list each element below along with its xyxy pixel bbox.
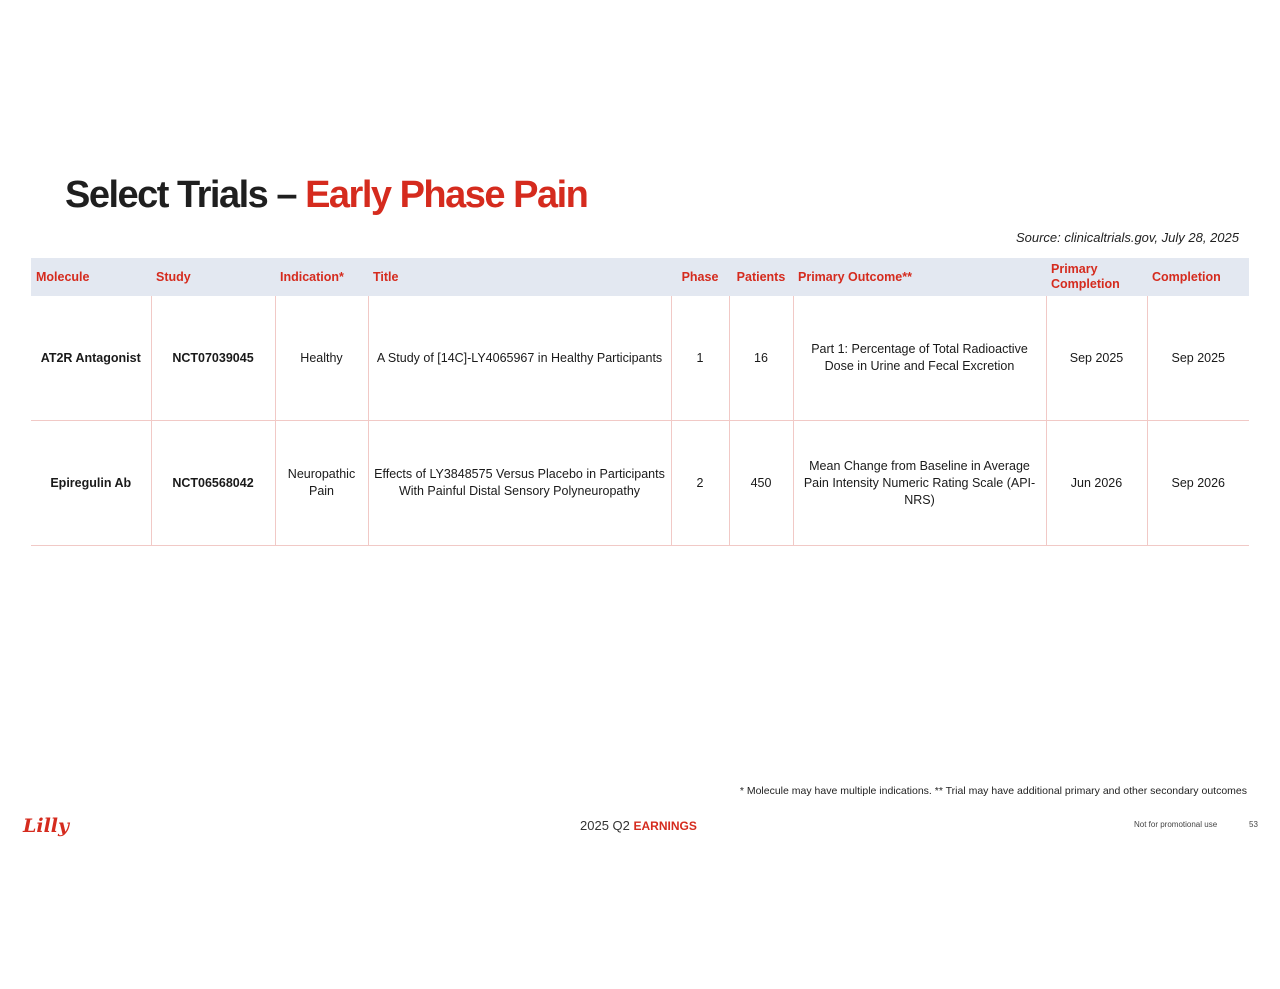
column-header-study: Study <box>151 258 275 296</box>
study-link[interactable]: NCT07039045 <box>151 296 275 421</box>
cell-phase: 2 <box>671 421 729 546</box>
table-row <box>31 421 1249 546</box>
cell-phase: 1 <box>671 296 729 421</box>
column-header-primary-outcome: Primary Outcome** <box>793 258 1046 296</box>
page-number: 53 <box>1249 820 1258 829</box>
column-header-primary-completion: Primary Completion <box>1046 258 1147 296</box>
page-title <box>65 174 587 217</box>
table-header-row <box>31 258 1249 296</box>
cell-title: A Study of [14C]-LY4065967 in Healthy Participants <box>368 296 671 421</box>
table-row <box>31 296 1249 421</box>
cell-primary-outcome: Part 1: Percentage of Total Radioactive Dose in Urine and Fecal Excretion <box>793 296 1046 421</box>
cell-indication: Neuropathic Pain <box>275 421 368 546</box>
cell-completion: Sep 2026 <box>1147 421 1249 546</box>
logo-text: Lilly <box>23 815 70 837</box>
title-highlight: Early Phase Pain <box>305 174 588 216</box>
column-header-molecule: Molecule <box>31 258 151 296</box>
study-link[interactable]: NCT06568042 <box>151 421 275 546</box>
cell-title: Effects of LY3848575 Versus Placebo in Participants With Painful Distal Sensory Polyneuropathy <box>368 421 671 546</box>
column-header-indication: Indication* <box>275 258 368 296</box>
earnings-label <box>580 818 697 833</box>
cell-indication: Healthy <box>275 296 368 421</box>
cell-patients: 450 <box>729 421 793 546</box>
cell-molecule: Epiregulin Ab <box>31 421 151 546</box>
cell-molecule: AT2R Antagonist <box>31 296 151 421</box>
cell-primary-outcome: Mean Change from Baseline in Average Pain Intensity Numeric Rating Scale (API-NRS) <box>793 421 1046 546</box>
column-header-completion: Completion <box>1147 258 1249 296</box>
column-header-phase: Phase <box>671 258 729 296</box>
cell-completion: Sep 2025 <box>1147 296 1249 421</box>
lilly-logo <box>22 810 72 840</box>
source-note: Source: clinicaltrials.gov, July 28, 2025 <box>1015 230 1239 245</box>
earnings-emphasis: EARNINGS <box>633 819 697 833</box>
promo-disclaimer: Not for promotional use <box>1134 820 1218 829</box>
column-header-patients: Patients <box>729 258 793 296</box>
cell-patients: 16 <box>729 296 793 421</box>
column-header-title: Title <box>368 258 671 296</box>
trials-table <box>31 258 1249 546</box>
title-prefix: Select Trials – <box>65 174 306 216</box>
footnote: * Molecule may have multiple indications. ** Trial may have additional primary and other secondary outcomes <box>739 785 1247 797</box>
earnings-prefix: 2025 Q2 <box>580 818 634 833</box>
cell-primary-completion: Jun 2026 <box>1046 421 1147 546</box>
cell-primary-completion: Sep 2025 <box>1046 296 1147 421</box>
